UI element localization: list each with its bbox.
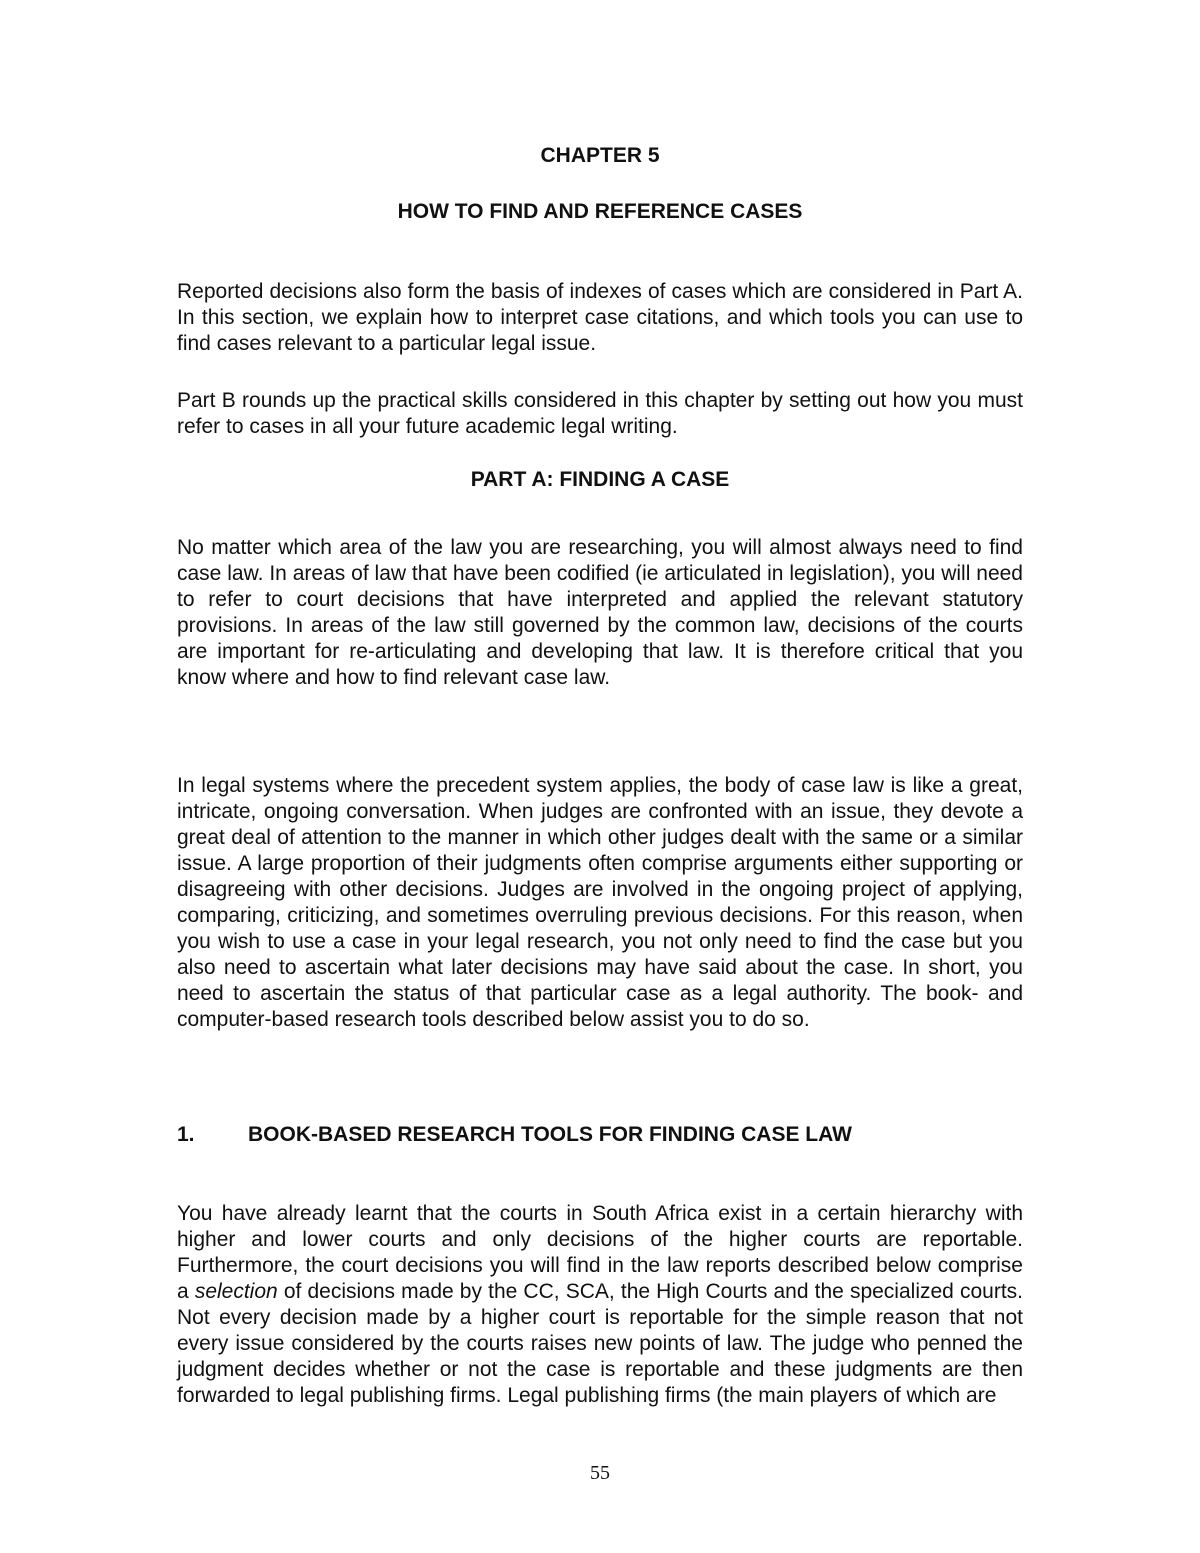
section-1-title: BOOK-BASED RESEARCH TOOLS FOR FINDING CASE LAW bbox=[248, 1123, 852, 1146]
emphasis-selection: selection bbox=[194, 1280, 278, 1303]
page-number: 55 bbox=[590, 1462, 610, 1484]
document-page bbox=[177, 0, 1023, 1553]
section-1-heading bbox=[177, 1122, 1023, 1148]
chapter-title: HOW TO FIND AND REFERENCE CASES bbox=[397, 200, 803, 223]
section-1-paragraph-1 bbox=[177, 1201, 1023, 1409]
section-1-text-start: You have already learnt that the courts in South Africa exist in a certain hierarchy with higher and lower courts and only decisions of the higher courts are reportable. Furthermore, the court decisions you will find in the law reports described below comprise a bbox=[177, 1202, 1023, 1303]
part-a-paragraph-2: In legal systems where the precedent system applies, the body of case law is like a great, intricate, ongoing conversation. When judges are confronted with an issue, they devote a great deal of attention to the manner in which other judges dealt with the same or a similar issue. A large proportion of their judgments often comprise arguments either supporting or disagreeing with other decisions. Judges are involved in the ongoing project of applying, comparing, criticizing, and sometimes overruling previous decisions. For this reason, when you wish to use a case in your legal research, you not only need to find the case but you also need to ascertain what later decisions may have said about the case. In short, you need to ascertain the status of that particular case as a legal authority. The book- and computer-based research tools described below assist you to do so. bbox=[177, 774, 1023, 1031]
intro-paragraph-1: Reported decisions also form the basis of indexes of cases which are considered in Part A. In this section, we explain how to interpret case citations, and which tools you can use to find cases relevant to a particular legal issue. bbox=[177, 280, 1023, 355]
section-1-text-end: of decisions made by the CC, SCA, the High Courts and the specialized courts. Not every decision made by a higher court is reportable for the simple reason that not every issue considered by the courts raises new points of law. The judge who penned the judgment decides whether or not the case is reportable and these judgments are then forwarded to legal publishing firms. Legal publishing firms (the main players of which are bbox=[177, 1280, 1023, 1407]
chapter-number: CHAPTER 5 bbox=[540, 144, 660, 167]
part-a-paragraph-1: No matter which area of the law you are researching, you will almost always need to find case law. In areas of law that have been codified (ie articulated in legislation), you will need to refer to court decisions that have interpreted and applied the relevant statutory provisions. In areas of the law still governed by the common law, decisions of the courts are important for re-articulating and developing that law. It is therefore critical that you know where and how to find relevant case law. bbox=[177, 536, 1023, 689]
section-1-number: 1. bbox=[177, 1123, 195, 1146]
intro-paragraph-2: Part B rounds up the practical skills considered in this chapter by setting out how you must refer to cases in all your future academic legal writing. bbox=[177, 389, 1023, 438]
part-a-heading: PART A: FINDING A CASE bbox=[470, 468, 730, 491]
